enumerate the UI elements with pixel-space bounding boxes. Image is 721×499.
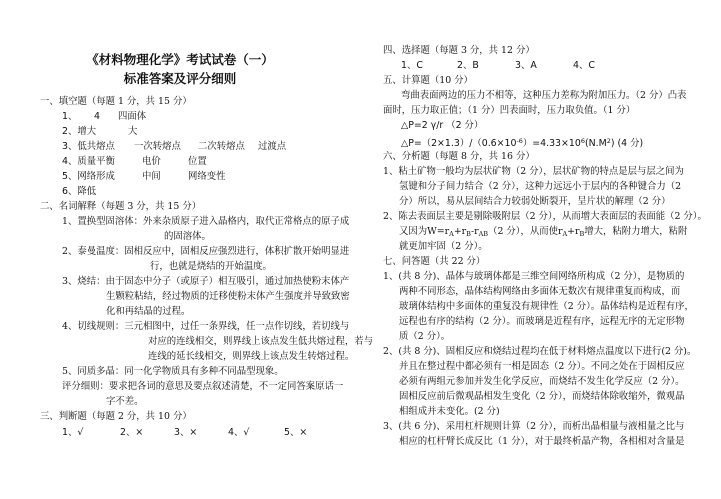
calc-formula	[401, 135, 643, 150]
section-judge-heading: 三、判断题（每题 2 分，共 10 分）	[40, 411, 192, 422]
document-subtitle: 标准答案及评分细则	[123, 71, 237, 86]
qa-line: 固相反应前后微观晶相发生变化（2 分），而烧结体除收缩外，微观晶	[399, 391, 685, 402]
choice-answers	[401, 60, 595, 72]
formula-part: ) (4 分)	[610, 138, 644, 149]
grading-note: 字不差。	[106, 396, 144, 407]
answer-value: 四面体	[118, 111, 147, 122]
formula-subscript: A	[562, 230, 568, 238]
formula-subscript: B	[466, 230, 471, 238]
analysis-line: 分）所以，易从层间结合力较弱处断裂开，呈片状的解理（2 分）	[399, 196, 671, 207]
formula-exponent: -6	[516, 137, 523, 145]
formula-part: ）=4.33×10	[522, 138, 581, 149]
term-line: 2、泰曼温度：固相反应中，固相反应强烈进行，体积扩散开始明显进	[62, 246, 350, 257]
fill-answer-4	[62, 156, 207, 168]
qa-line: 质（2 分）。	[399, 331, 451, 342]
calc-line: 弯曲表面两边的压力不相等，这种压力差称为附加压力。（2 分）凸表	[401, 90, 687, 101]
answer-value: 4、质量平衡	[62, 156, 115, 167]
fill-answer-6	[62, 186, 96, 198]
answer-value: 一次转熔点	[134, 141, 181, 152]
formula-part: 又因为W=r	[399, 226, 450, 237]
formula-exponent: 2	[606, 137, 611, 145]
fill-answer-3	[62, 141, 287, 153]
judge-answer: 2、×	[120, 427, 144, 438]
qa-line: 2、(共 8 分)、固相反应和烧结过程均在低于材料熔点温度以下进行(2 分)。	[383, 346, 697, 357]
qa-line: 3、(共 6 分)、采用杠杆规则计算（2 分），而析出晶相量与液相量之比与	[383, 421, 685, 432]
term-line: 连线的延长线相交，则界线上该点发生转熔过程。	[148, 351, 355, 362]
choice-answer: 1、C	[401, 60, 423, 71]
answer-number: 1、	[62, 111, 78, 122]
fill-answer-2	[62, 126, 138, 138]
formula-part: △P=（2×1.3）/（0.6×10	[401, 138, 517, 149]
qa-line: 相应的杠杆臂长成反比（1 分），对于最终析晶产物，各相相对含量是	[399, 436, 685, 447]
term-line: 5、同质多晶：同一化学物质具有多种不同晶型现象。	[62, 366, 284, 377]
formula-subscript: B	[579, 230, 585, 238]
section-choice-heading: 四、选择题（每题 3 分，共 12 分）	[383, 45, 535, 56]
calc-formula: △P=2 γ/r （2 分）	[401, 120, 484, 131]
formula-part: (N.M	[584, 138, 607, 149]
formula-part: 增大，粘附力增大，粘附	[584, 226, 688, 237]
formula-subscript: AB	[478, 230, 489, 238]
answer-value: 大	[128, 126, 138, 137]
answer-value: 过渡点	[258, 141, 287, 152]
formula-subscript: A	[449, 230, 454, 238]
term-line: 对应的连线相交，则界线上该点发生低共熔过程，若与	[148, 336, 374, 347]
analysis-line: 2、陈去表面层主要是剔除吸附层（2 分），从而增大表面层的表面能（2 分）。	[383, 211, 707, 222]
choice-answer: 2、B	[457, 60, 479, 71]
judge-answer: 5、×	[284, 427, 308, 438]
analysis-formula	[399, 226, 687, 240]
choice-answer: 3、A	[515, 60, 537, 71]
answer-value: 3、低共熔点	[62, 141, 115, 152]
qa-line: 1、(共 8 分)、晶体与玻璃体都是三维空间网络所构成（2 分），是物质的	[383, 271, 685, 282]
formula-exponent: 6	[580, 137, 585, 145]
section-calc-heading: 五、计算题（10 分）	[383, 75, 473, 86]
qa-line: 两种不同形态，晶体结构网络由多面体无数次有规律重复而构成，而	[399, 286, 681, 297]
choice-answer: 4、C	[573, 60, 595, 71]
answer-value: 位置	[188, 156, 207, 167]
formula-part: +r	[567, 226, 580, 237]
section-fill-in-heading: 一、填空题（每题 1 分，共 15 分）	[40, 96, 192, 107]
fill-answer-5	[62, 171, 226, 183]
fill-answer-1	[62, 111, 147, 123]
document-title: 《材料物理化学》考试试卷（一）	[86, 52, 274, 67]
section-qa-heading: 七、问答题（共 22 分）	[383, 256, 486, 267]
term-line: 的固溶体。	[164, 231, 211, 242]
term-line: 3、烧结：由于固态中分子（或原子）相互吸引，通过加热使粉末体产	[62, 276, 350, 287]
answer-value: 中间	[142, 171, 161, 182]
answer-value: 二次转熔点	[198, 141, 245, 152]
answer-value: 网络变性	[188, 171, 226, 182]
judge-answer: 1、√	[62, 427, 84, 438]
judge-answers	[62, 427, 308, 439]
section-analysis-heading: 六、分析题（每题 8 分，共 16 分）	[383, 151, 535, 162]
term-line: 生颗粒粘结，经过物质的迁移使粉末体产生强度并导致致密	[106, 291, 350, 302]
formula-part: （2 分），从而使r	[488, 226, 563, 237]
qa-line: 玻璃体结构中多面体的重复没有规律性（2 分）。晶体结构是近程有序，	[399, 301, 694, 312]
qa-line: 并且在整过程中都必须有一相是固态（2 分）。不同之处在于固相反应	[399, 361, 685, 372]
calc-line: 面时，压力取正值；（1 分）凹表面时，压力取负值。（1 分）	[383, 105, 636, 116]
answer-value: 4	[94, 111, 100, 122]
term-line: 4、切线规则：三元相图中，过任一条界线，任一点作切线，若切线与	[62, 321, 350, 332]
analysis-line: 就更加牢固（2 分）。	[399, 241, 488, 252]
judge-answer: 3、×	[174, 427, 198, 438]
grading-note: 评分细则：要求把各词的意思及要点叙述清楚，不一定同答案原话一	[62, 381, 344, 392]
qa-line: 远程也有序的结构（2 分）。而玻璃是近程有序，远程无序的无定形物	[399, 316, 685, 327]
section-terms-heading: 二、名词解释（每题 3 分，共 15 分）	[40, 201, 202, 212]
analysis-line: 1、粘土矿物一般均为层状矿物（2 分），层状矿物的特点是层与层之间为	[383, 166, 684, 177]
answer-value: 电价	[142, 156, 161, 167]
term-line: 行，也就是烧结的开始温度。	[150, 261, 272, 272]
answer-value: 6、降低	[62, 186, 97, 197]
answer-value: 5、网络形成	[62, 171, 115, 182]
qa-line: 必须有两组元参加并发生化学反应，而烧结不发生化学反应（2 分）。	[399, 376, 685, 387]
judge-answer: 4、√	[228, 427, 250, 438]
term-line: 1、置换型固溶体：外来杂质原子进入晶格内，取代正常格点的原子成	[62, 216, 350, 227]
qa-line: 相组成并未变化。(2 分)	[399, 406, 500, 417]
term-line: 化和再结晶的过程。	[106, 306, 191, 317]
answer-value: 2、增大	[62, 126, 97, 137]
formula-part: -r	[470, 226, 479, 237]
formula-part: +r	[453, 226, 467, 237]
analysis-line: 氢键和分子间力结合（2 分），这种力远远小于层内的各种键合力（2	[399, 181, 682, 192]
